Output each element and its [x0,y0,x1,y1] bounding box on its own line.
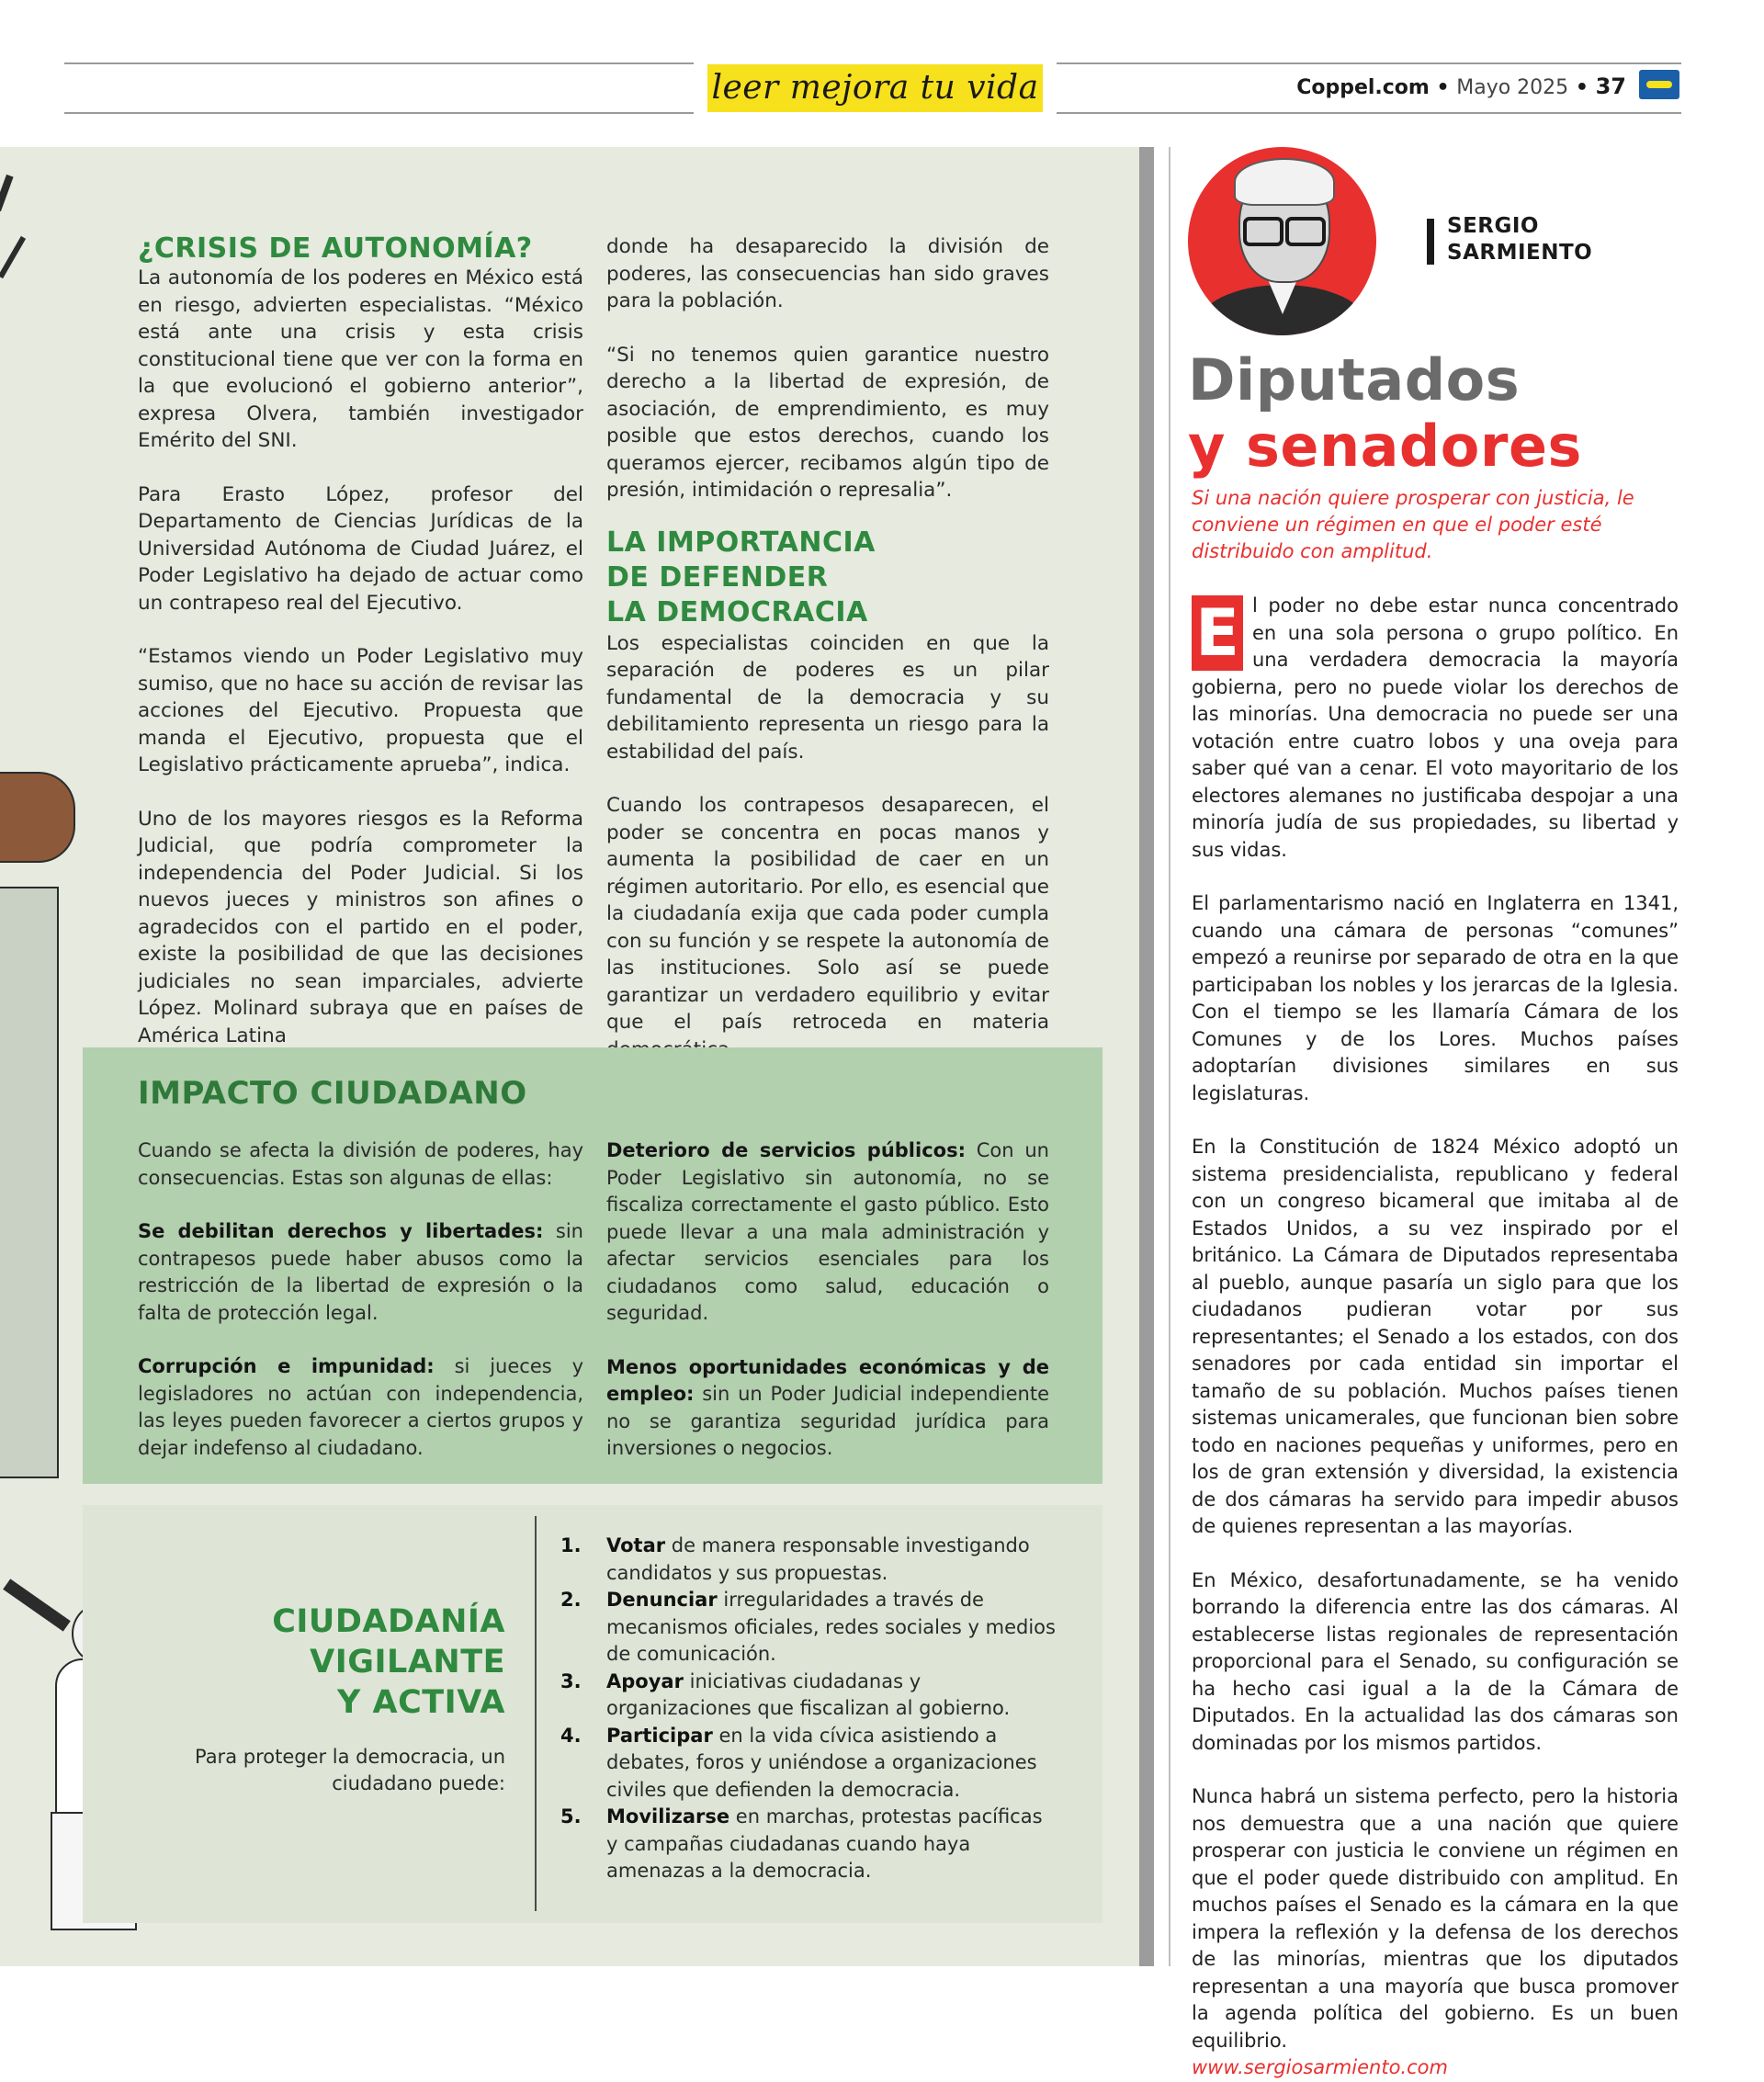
impacto-item-1 [138,1218,583,1327]
issue-date: Mayo 2025 [1456,76,1569,99]
page-number: 37 [1595,74,1626,99]
list-item-number: 5. [560,1805,582,1827]
heading-importancia-line-3: LA DEMOCRACIA [606,595,868,628]
col1-paragraph-4: Uno de los mayores riesgos es la Reforma Judicial, que podría comprometer la independencia del Poder Judicial. Si los nuevos jueces y ministros son afines o agradecidos con el partido en el poder, existe la posibilidad de que las decisiones judiciales no sean imparciales, advierte López. Molinard subraya que en países de América Latina [138,807,583,1047]
heading-importancia [606,526,1049,630]
list-item-verb: Apoyar [606,1669,684,1692]
heading-crisis: ¿CRISIS DE AUTONOMÍA? [138,232,533,265]
list-item-number: 4. [560,1724,582,1747]
col2-paragraph-4: Cuando los contrapesos desaparecen, el poder se concentra en pocas manos y aumenta la posibilidad de caer en un régimen autoritario. Por ello, es esencial que la ciudadanía exija que cada poder cumpla con su función y se respete la autonomía de las instituciones. Solo así se puede garantizar un verdadero equilibrio y evitar que el país retroceda en materia [606,794,1049,1034]
column-paragraph-4: En México, desafortunadamente, se ha venido borrando la diferencia entre las dos cámaras. Al establecerse listas regionales de representación proporcional para el Senado, su configuración se ha hecho casi igual a la de la Cámara de Diputados. En la actualidad las dos cámaras son dominadas por los mismos partidos. [1192,1568,1679,1754]
vigilante-intro: Para proteger la democracia, un ciudadano puede: [194,1746,505,1794]
column-divider [1169,147,1170,1966]
impacto-item-2 [138,1353,583,1462]
author-last-name: SARMIENTO [1447,241,1593,265]
list-item [560,1804,1057,1885]
col1-paragraph-3: “Estamos viendo un Poder Legislativo muy sumiso, que no hace su acción de revisar las acciones del Ejecutivo. Propuesta que manda el Ejecutivo, propuesta que el Legislativo prácticamente aprueba”, indica. [138,645,583,776]
col2-paragraph-1: donde ha desaparecido la división de poderes, las consecuencias han sido graves para la población. [606,235,1049,312]
author-first-name: SERGIO [1447,214,1539,238]
author-bar [1427,219,1434,265]
glasses-icon [1243,217,1322,241]
masthead-bullet: • [1436,76,1450,99]
column-paragraph-5-text: Nunca habrá un sistema perfecto, pero la historia nos demuestra que a una nación que quiere prosperar con justicia le conviene un régimen en que el poder quede distribuido con amplitud. En muchos países el Senado es la cámara en la que impera la reflexión y la defensa de los derechos de las minorías, mientras que los diputados representan a una mayoría que busca promover la agenda política del gobierno. Es un buen equilibrio. [1192,1785,1679,2052]
col1-paragraph-1: La autonomía de los poderes en México está en riesgo, advierten especialistas. “México está ante una crisis y esta crisis constitucional tiene que ver con la forma en la que evolucionó el gobierno anterior”, expresa Olvera, también investigador Emérito del SNI. [138,266,583,452]
col2-paragraph-2: “Si no tenemos quien garantice nuestro derecho a la libertad de expresión, de asociación, de emprendimiento, es muy posible que estos derechos, cuando los queramos ejercer, recibamos algún tipo de presión, intimidación o represalia”. [606,343,1049,502]
panel-edge-shadow [1139,147,1154,1966]
illustration-pillar-icon [0,887,59,1478]
vigilante-divider [535,1516,537,1911]
masthead [1296,74,1626,99]
column-paragraph-2: El parlamentarismo nació en Inglaterra en 1341, cuando una cámara de personas “comunes” empezó a reunirse por separado de otra en la que participaban los nobles y los jerarcas de la Iglesia. Con el tiempo se les llamaría Cámara de los Comunes y de los Lores. Muchos países adoptarían divisiones similares en sus legislaturas. [1192,892,1679,1104]
header-rule-top-left [64,62,694,64]
vigilante-list [560,1533,1057,1885]
vigilante-title-line-3: Y ACTIVA [337,1684,505,1721]
impacto-column-2 [606,1137,1049,1489]
article-column-1 [138,233,583,1076]
list-item-text: en marchas, protestas pacíficas y campañas ciudadanas cuando haya amenazas a la democracia. [606,1805,1043,1882]
column-title-line-2: y senadores [1188,413,1582,480]
impacto-intro: Cuando se afecta la división de poderes, hay consecuencias. Estas son algunas de ellas: [138,1139,583,1189]
column-paragraph-1 [1192,593,1679,864]
header-slogan: leer mejora tu vida [707,64,1043,112]
list-item-text: iniciativas ciudadanas y organizaciones que fiscalizan al gobierno. [606,1669,1011,1719]
vigilante-title-line-2: VIGILANTE [310,1644,505,1680]
list-item-number: 2. [560,1589,582,1611]
masthead-bullet-2: • [1575,76,1589,99]
impacto-item-2-label: Corrupción e impunidad: [138,1355,435,1377]
col1-paragraph-2: Para Erasto López, profesor del Departamento de Ciencias Jurídicas de la Universidad Autónoma de Ciudad Juárez, el Poder Legislativo ha dejado de actuar como un contrapeso real del Ejecutivo. [138,482,583,615]
list-item-verb: Participar [606,1724,713,1747]
impacto-item-4-label: Menos oportunidades económicas y de empleo: [606,1355,1049,1405]
list-item [560,1723,1057,1805]
list-item-verb: Denunciar [606,1589,718,1611]
list-item-text: irregularidades a través de mecanismos oficiales, redes sociales y medios de comunicación. [606,1589,1056,1665]
col2-paragraph-3: Los especialistas coinciden en que la separación de poderes es un pilar fundamental de la democracia y su debilitamiento representa un riesgo para la estabilidad del país. [606,631,1049,764]
column-paragraph-3: En la Constitución de 1824 México adoptó un sistema presidencialista, republicano y federal con un congreso bicameral que imitaba al de Estados Unidos, a su vez inspirado por el británico. La Cámara de Diputados representaba al pueblo, aunque pasaría un siglo para que los ciudadanos pudieran votar por sus representantes; el Senado a los estados, con dos senadores por cada entidad sin importar el tamaño de su población. Muchos países tienen sistemas unicamerales, que funcionan bien sobre todo en naciones pequeñas y uniformes, pero en los de gran extensión y diversidad, la existencia de dos cámaras ha servido para impedir abusos de quienes representan a las mayorías. [1192,1136,1679,1537]
heading-importancia-line-2: DE DEFENDER [606,560,829,594]
drop-cap: E [1192,595,1243,671]
impacto-item-3-label: Deterioro de servicios públicos: [606,1139,966,1161]
coppel-logo-icon [1639,70,1679,99]
vigilante-title-line-1: CIUDADANÍA [272,1603,505,1640]
impacto-column-1 [138,1137,583,1488]
column-paragraph-1-text: l poder no debe estar nunca concentrado en una sola persona o grupo político. En una verdadera democracia la mayoría gobierna, pero no puede violar los derechos de las minorías. Una democracia no puede ser una votación entre cuatro lobos y una oveja para saber qué van a cenar. El voto mayoritario de los electores alemanes no justificaba despojar a una minoría judía de sus propiedades, su libertad y sus vidas. [1192,594,1679,861]
header-rule-bottom-left [64,112,694,114]
impacto-item-4-text: sin un Poder Judicial independiente no se garantiza seguridad jurídica para inversiones o negocios. [606,1383,1049,1459]
impacto-title: IMPACTO CIUDADANO [138,1075,527,1112]
ciudadania-vigilante-box [83,1505,1102,1923]
list-item [560,1669,1057,1723]
column-body [1192,593,1679,2082]
column-paragraph-5 [1192,1783,1679,2082]
list-item [560,1587,1057,1669]
list-item-number: 1. [560,1534,582,1556]
list-item-number: 3. [560,1669,582,1692]
site-name: Coppel.com [1296,76,1430,99]
impacto-item-2-text: si jueces y legisladores no actúan con independencia, las leyes pueden favorecer a ciertos grupos y dejar indefenso al ciudadano. [138,1355,583,1459]
list-item-text: en la vida cívica asistiendo a debates, foros y uniéndose a organizaciones civiles que defienden la democracia. [606,1724,1037,1801]
header-rule-bottom-right [1057,112,1681,114]
author-name [1447,213,1592,266]
impacto-item-3-text: Con un Poder Legislativo sin autonomía, no se fiscaliza correctamente el gasto público. Esto puede llevar a una mala administración y afectar servicios esenciales para los ciudadanos como salud, educación o seguridad. [606,1139,1049,1324]
author-portrait [1188,147,1376,335]
impacto-item-3 [606,1137,1049,1328]
impacto-item-1-label: Se debilitan derechos y libertades: [138,1220,544,1242]
illustration-gavel-icon [0,772,75,863]
impacto-ciudadano-box [83,1047,1102,1484]
article-column-2 [606,233,1049,1090]
list-item [560,1533,1057,1587]
list-item-verb: Votar [606,1534,666,1556]
header-rule-top-right [1057,62,1681,64]
impacto-item-4 [606,1354,1049,1463]
column-title-line-1: Diputados [1188,346,1521,413]
impacto-item-1-text: sin contrapesos puede haber abusos como la restricción de la libertad de expresión o la falta de protección legal. [138,1220,583,1324]
list-item-text: de manera responsable investigando candidatos y sus propuestas. [606,1534,1030,1584]
list-item-verb: Movilizarse [606,1805,730,1827]
author-website-link[interactable]: www.sergiosarmiento.com [1192,2056,1448,2078]
heading-importancia-line-1: LA IMPORTANCIA [606,526,876,559]
column-deck: Si una nación quiere prosperar con justicia, le conviene un régimen en que el poder esté distribuido con amplitud. [1192,487,1634,562]
vigilante-title [272,1601,505,1723]
